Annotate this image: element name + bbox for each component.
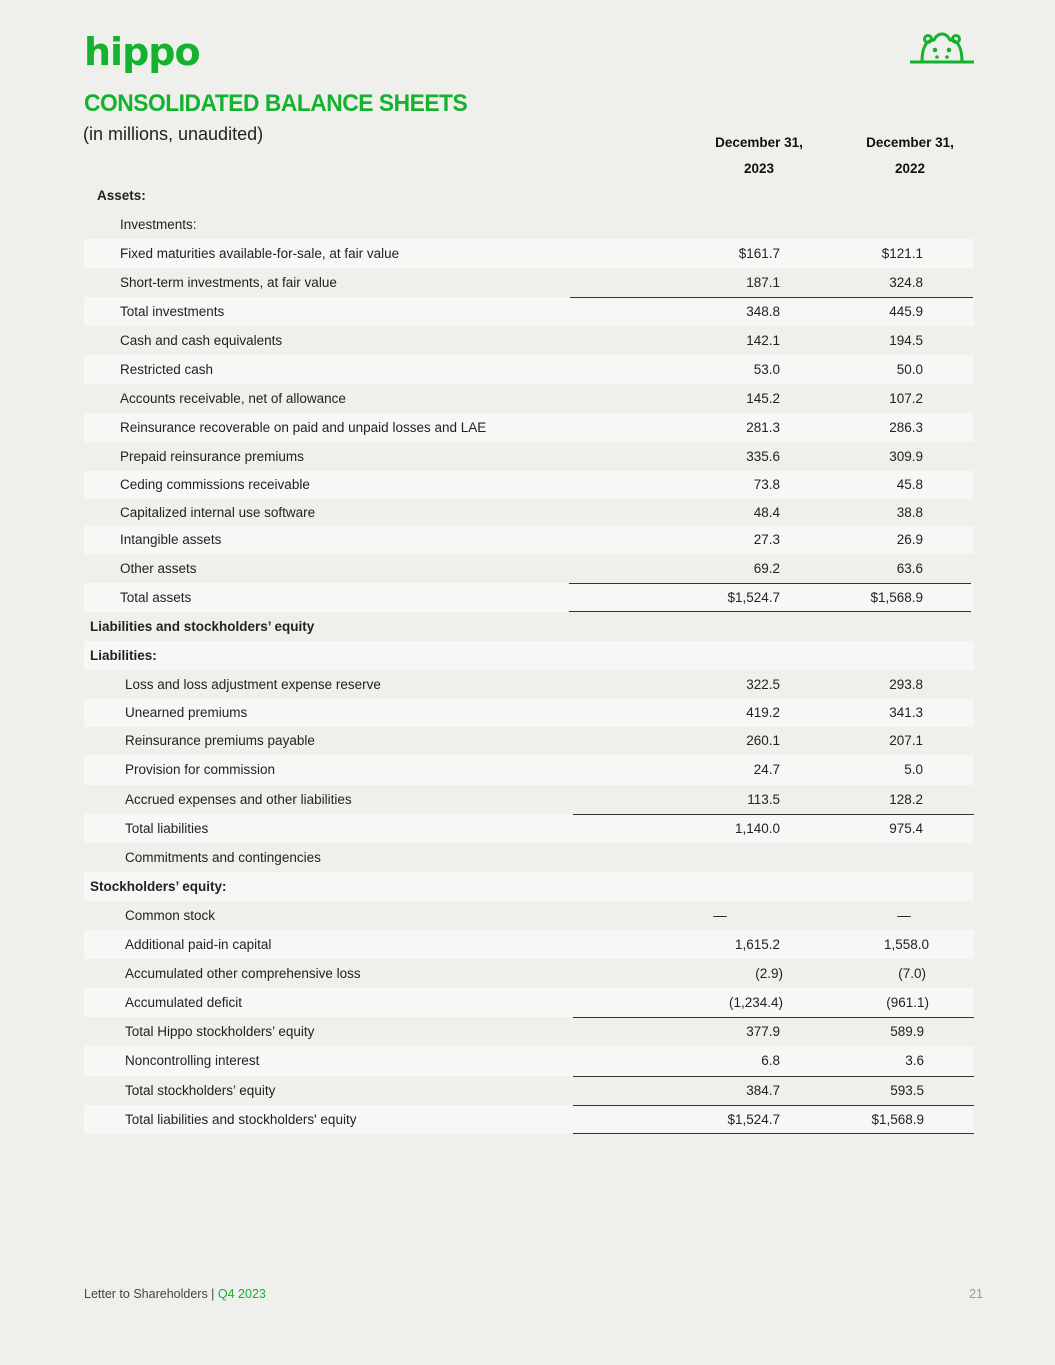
value-2023: 142.1: [746, 333, 780, 348]
page-number: 21: [969, 1287, 983, 1301]
value-2023: 27.3: [753, 532, 780, 547]
hippo-face-icon: [908, 30, 976, 66]
value-2023: 377.9: [746, 1024, 780, 1039]
section-header-liabilities: [84, 641, 974, 670]
table-row: [84, 785, 974, 814]
value-2022: 341.3: [889, 705, 923, 720]
row-label: Unearned premiums: [125, 705, 248, 720]
value-2022: 445.9: [889, 304, 923, 319]
value-2023: $1,524.7: [727, 590, 780, 605]
row-label: Restricted cash: [120, 362, 214, 377]
table-row: [84, 755, 974, 785]
row-label: Loss and loss adjustment expense reserve: [125, 677, 381, 692]
value-2023: 1,615.2: [734, 937, 780, 952]
value-2023: (2.9): [755, 966, 783, 981]
value-2023: 187.1: [746, 275, 780, 290]
value-2023: 322.5: [746, 677, 780, 692]
value-2022: $1,568.9: [871, 1112, 924, 1127]
page-title: CONSOLIDATED BALANCE SHEETS: [84, 90, 468, 117]
table-row-total: [84, 297, 974, 326]
table-row: [84, 959, 974, 988]
table-row: [84, 326, 974, 355]
row-label: Accounts receivable, net of allowance: [120, 391, 346, 406]
value-2022: 38.8: [896, 505, 923, 520]
value-2022: 309.9: [889, 449, 923, 464]
section-header-liabilities-equity: [84, 612, 974, 641]
value-2023: 335.6: [746, 449, 780, 464]
balance-sheet-table: [84, 181, 974, 1134]
value-2022: 324.8: [889, 275, 923, 290]
value-2023: 419.2: [746, 705, 780, 720]
value-2023: 69.2: [753, 561, 780, 576]
column-header-line2: 2023: [743, 161, 775, 176]
column-header-line1: December 31,: [866, 135, 954, 150]
table-row-total: [84, 1076, 974, 1105]
row-label: Total investments: [120, 304, 225, 319]
value-2022: 50.0: [896, 362, 923, 377]
value-2023: 6.8: [761, 1053, 780, 1068]
value-2023: 281.3: [746, 420, 780, 435]
table-row: [84, 988, 974, 1017]
value-2022: 207.1: [889, 733, 923, 748]
value-2023: 384.7: [746, 1083, 780, 1098]
value-2023: $161.7: [738, 246, 780, 261]
row-label: Commitments and contingencies: [125, 850, 321, 865]
value-2022: 593.5: [890, 1083, 924, 1098]
row-label: Total stockholders’ equity: [125, 1083, 276, 1098]
row-label: Total Hippo stockholders’ equity: [125, 1024, 315, 1039]
row-label: Intangible assets: [120, 532, 222, 547]
table-row: [84, 554, 974, 583]
row-label: Common stock: [125, 908, 216, 923]
value-2022: 194.5: [889, 333, 923, 348]
value-2022: 589.9: [890, 1024, 924, 1039]
row-label: Fixed maturities available-for-sale, at fair value: [120, 246, 400, 261]
table-row: [84, 727, 974, 755]
table-row: [84, 239, 974, 268]
value-2023: $1,524.7: [727, 1112, 780, 1127]
page-footer: [84, 1287, 266, 1301]
value-2022: (961.1): [886, 995, 929, 1010]
row-label: Stockholders’ equity:: [90, 879, 227, 894]
column-header-line1: December 31,: [715, 135, 803, 150]
column-header-line2: 2022: [894, 161, 926, 176]
row-label: Capitalized internal use software: [120, 505, 316, 520]
table-row: [84, 526, 974, 554]
column-header-2022: [850, 130, 970, 182]
value-2022: 1,558.0: [883, 937, 929, 952]
value-2023: (1,234.4): [728, 995, 783, 1010]
table-row-total: [84, 583, 974, 612]
row-label: Investments:: [120, 217, 197, 232]
table-row: [84, 384, 974, 413]
value-2023: 260.1: [746, 733, 780, 748]
row-label: Accrued expenses and other liabilities: [125, 792, 352, 807]
table-row: [84, 930, 974, 959]
value-2022: 286.3: [889, 420, 923, 435]
table-row: [84, 413, 974, 442]
value-2022: $1,568.9: [870, 590, 923, 605]
value-2023: 113.5: [747, 792, 780, 807]
table-row-grand-total: [84, 1105, 974, 1134]
value-2022: 26.9: [896, 532, 923, 547]
row-label: Noncontrolling interest: [125, 1053, 260, 1068]
row-label: Liabilities:: [90, 648, 157, 663]
value-2022: (7.0): [898, 966, 926, 981]
footer-text: Letter to Shareholders |: [84, 1287, 215, 1301]
table-row-total: [84, 1017, 974, 1046]
value-2022: 107.2: [889, 391, 923, 406]
value-2022: 5.0: [904, 762, 923, 777]
value-2022: $121.1: [881, 246, 923, 261]
row-label: Other assets: [120, 561, 197, 576]
subsection-investments: [84, 210, 974, 239]
table-row: [84, 471, 974, 499]
row-label: Provision for commission: [125, 762, 276, 777]
table-row: [84, 1046, 974, 1076]
hippo-logo: hippo: [84, 30, 200, 74]
row-label: Accumulated deficit: [125, 995, 243, 1010]
row-label: Short-term investments, at fair value: [120, 275, 337, 290]
table-row: [84, 670, 974, 699]
value-2022: 3.6: [905, 1053, 924, 1068]
row-label: Total liabilities and stockholders' equity: [125, 1112, 357, 1127]
value-2023: 348.8: [746, 304, 780, 319]
table-row: [84, 901, 974, 930]
page-subtitle: (in millions, unaudited): [83, 124, 264, 144]
value-2023: 73.8: [753, 477, 780, 492]
row-label: Assets:: [97, 188, 146, 203]
row-label: Accumulated other comprehensive loss: [125, 966, 361, 981]
row-label: Ceding commissions receivable: [120, 477, 310, 492]
value-2022: 293.8: [889, 677, 923, 692]
table-row: [84, 499, 974, 526]
table-row: [84, 355, 974, 384]
value-2023: 1,140.0: [734, 821, 780, 836]
value-2023: 145.2: [746, 391, 780, 406]
table-row-total: [84, 814, 974, 843]
table-row: [84, 699, 974, 727]
row-label: Liabilities and stockholders’ equity: [90, 619, 315, 634]
value-2023: 53.0: [753, 362, 780, 377]
row-label: Additional paid-in capital: [125, 937, 272, 952]
section-header-assets: [84, 181, 974, 210]
value-2023: 24.7: [753, 762, 780, 777]
value-2022: 63.6: [896, 561, 923, 576]
row-label: Prepaid reinsurance premiums: [120, 449, 304, 464]
value-2022: 975.4: [889, 821, 923, 836]
value-2022: —: [897, 908, 911, 923]
row-label: Total assets: [120, 590, 192, 605]
row-label: Reinsurance recoverable on paid and unpaid losses and LAE: [120, 420, 487, 435]
row-label: Cash and cash equivalents: [120, 333, 283, 348]
footer-quarter: Q4 2023: [217, 1287, 266, 1301]
value-2023: 48.4: [753, 505, 780, 520]
value-2022: 45.8: [896, 477, 923, 492]
value-2022: 128.2: [889, 792, 923, 807]
row-label: Total liabilities: [125, 821, 209, 836]
table-row: [84, 268, 974, 297]
column-header-2023: [699, 130, 819, 182]
table-row: [84, 442, 974, 471]
section-header-stockholders-equity: [84, 872, 974, 901]
value-2023: —: [713, 908, 727, 923]
table-row: [84, 843, 974, 872]
row-label: Reinsurance premiums payable: [125, 733, 315, 748]
